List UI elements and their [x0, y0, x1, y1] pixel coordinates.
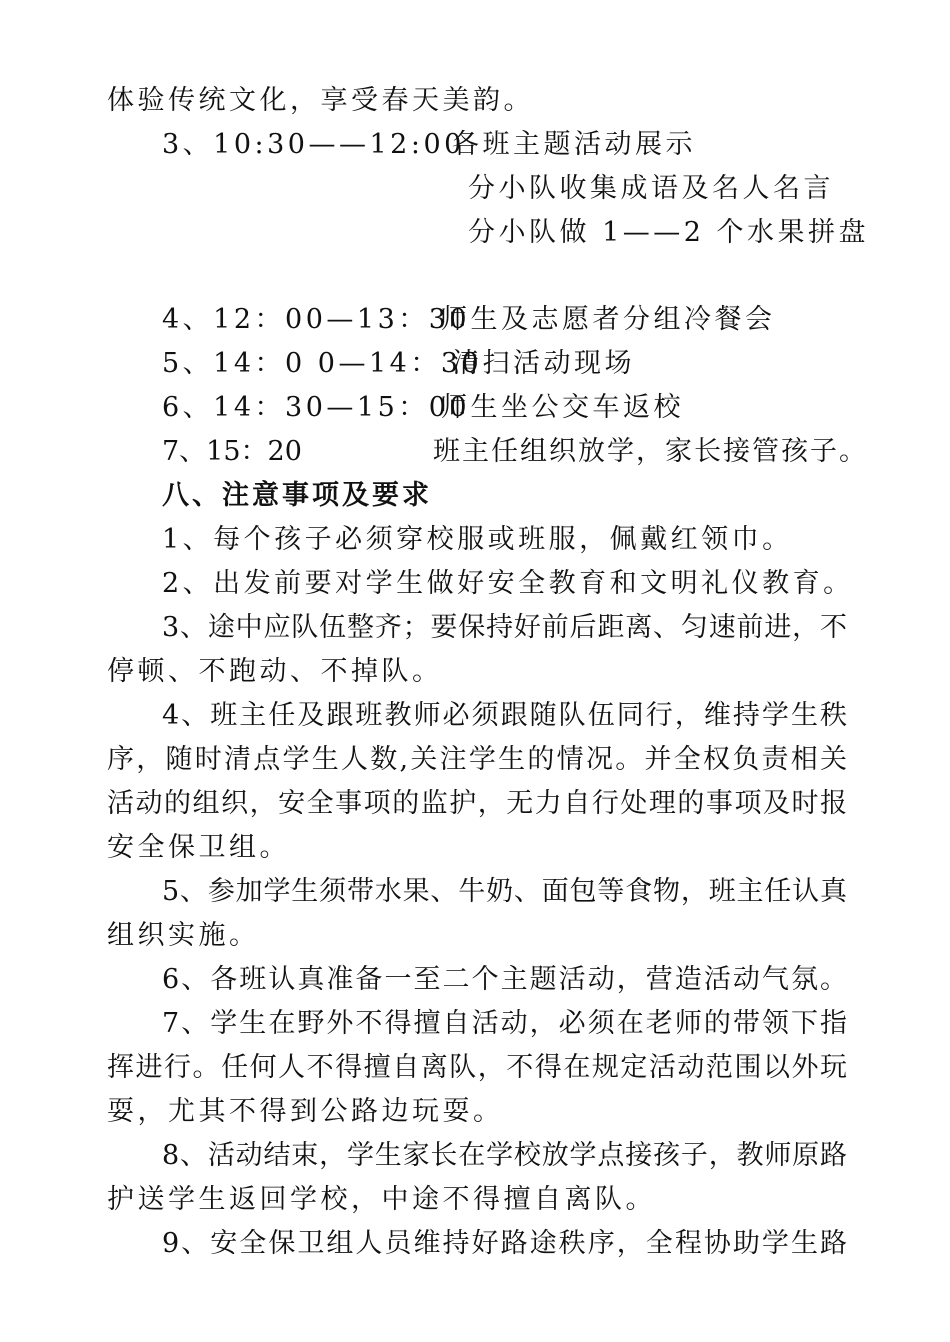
schedule-item-6-activity: 师生坐公交车返校	[440, 392, 684, 423]
paragraph-line: 安全保卫组。	[107, 832, 290, 863]
paragraph-line: 3、途中应队伍整齐；要保持好前后距离、匀速前进，不	[162, 612, 847, 643]
intro-tail: 体验传统文化，享受春天美韵。	[107, 85, 534, 116]
paragraph-line: 5、参加学生须带水果、牛奶、面包等食物，班主任认真	[162, 876, 847, 907]
schedule-item-3-sub-2: 分小队做 1——2 个水果拼盘	[468, 217, 870, 248]
schedule-item-4-activity: 师生及志愿者分组冷餐会	[440, 304, 776, 335]
schedule-item-4-time: 4、12：00—13：30	[162, 304, 471, 335]
schedule-item-3-activity: 各班主题活动展示	[452, 129, 696, 160]
paragraph-line: 9、安全保卫组人员维持好路途秩序，全程协助学生路	[162, 1228, 847, 1259]
paragraph-line: 2、出发前要对学生做好安全教育和文明礼仪教育。	[162, 568, 854, 599]
paragraph-line: 1、每个孩子必须穿校服或班服，佩戴红领巾。	[162, 524, 793, 555]
paragraph-line: 挥进行。任何人不得擅自离队，不得在规定活动范围以外玩	[107, 1052, 847, 1083]
schedule-item-6-time: 6、14：30—15：00	[162, 392, 471, 423]
schedule-item-5-time: 5、14：0 0—14：30	[162, 348, 483, 379]
paragraph-line: 护送学生返回学校，中途不得擅自离队。	[107, 1184, 656, 1215]
paragraph-line: 4、班主任及跟班教师必须跟随队伍同行，维持学生秩	[162, 700, 847, 731]
paragraph-line: 序，随时清点学生人数,关注学生的情况。并全权负责相关	[107, 744, 847, 775]
paragraph-line: 6、各班认真准备一至二个主题活动，营造活动气氛。	[162, 964, 847, 995]
paragraph-line: 7、学生在野外不得擅自活动，必须在老师的带领下指	[162, 1008, 847, 1039]
paragraph-line: 活动的组织，安全事项的监护，无力自行处理的事项及时报	[107, 788, 847, 819]
schedule-item-7-time: 7、15：20	[162, 436, 302, 467]
schedule-item-7-activity: 班主任组织放学，家长接管孩子。	[433, 436, 868, 467]
schedule-item-5-activity: 清扫活动现场	[452, 348, 635, 379]
section-heading: 八、注意事项及要求	[162, 480, 432, 511]
paragraph-line: 停顿、不跑动、不掉队。	[107, 656, 443, 687]
schedule-item-3-sub-1: 分小队收集成语及名人名言	[468, 173, 834, 204]
schedule-item-3-time: 3、10:30——12:00	[162, 129, 465, 160]
paragraph-line: 组织实施。	[107, 920, 260, 951]
paragraph-line: 8、活动结束，学生家长在学校放学点接孩子，教师原路	[162, 1140, 847, 1171]
paragraph-line: 耍，尤其不得到公路边玩耍。	[107, 1096, 504, 1127]
